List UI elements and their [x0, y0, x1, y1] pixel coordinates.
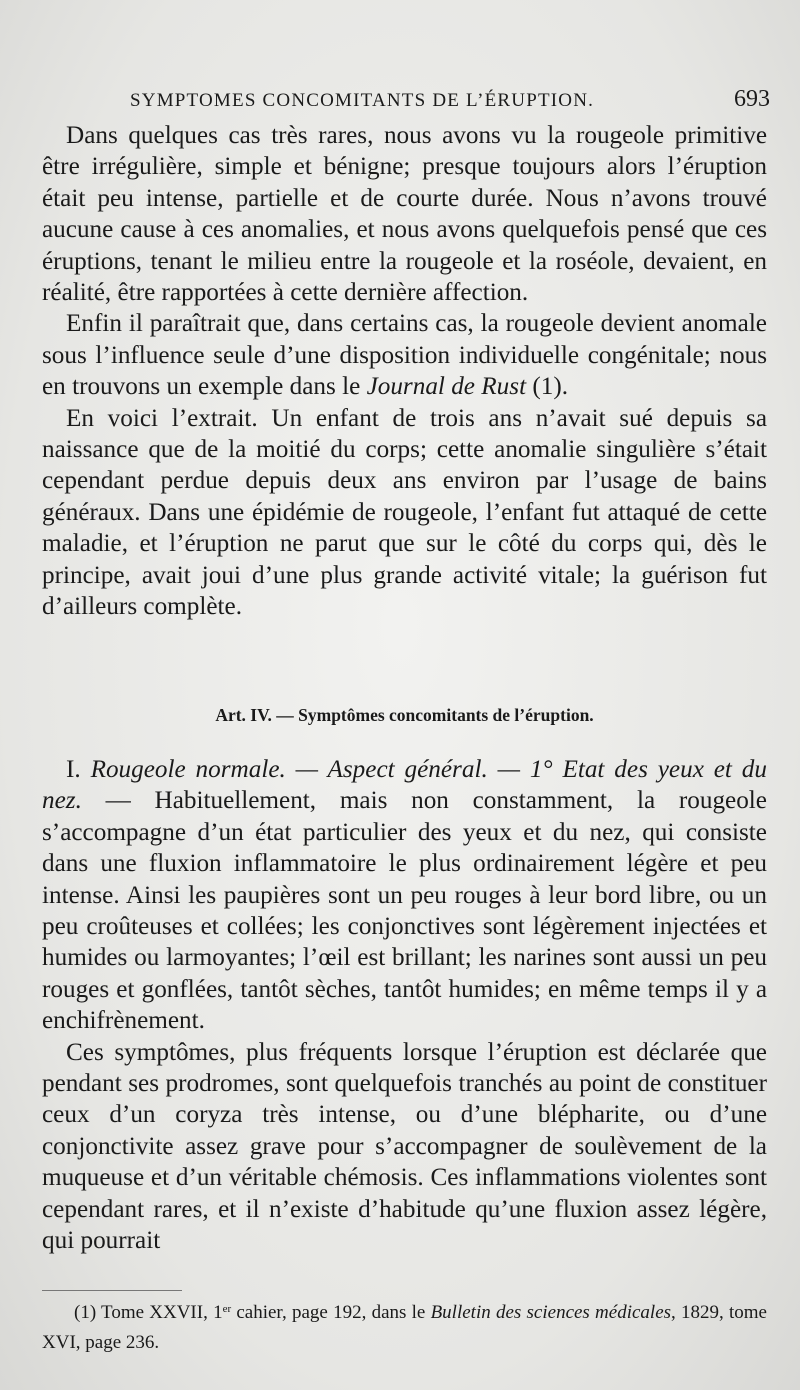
section-paragraph-1 [42, 754, 767, 1037]
section-number: I. [66, 756, 91, 783]
paragraph-case-extract: En voici l’extrait. Un enfant de trois ans n’avait sué depuis sa naissance que de la moitié du corps; cette anomalie singulière s’était cependant perdue depuis deux ans environ par l’usage de bains généraux. Dans une épidémie de rougeole, l’enfant fut attaqué de cette maladie, et l’éruption ne parut que sur le côté du corps qui, dès le principe, avait joui d’une plus grande activité vitale; la guérison fut d’ailleurs complète. [42, 404, 767, 621]
bulletin-title: Bulletin des sciences médicales [430, 1302, 672, 1323]
footnote-superscript: er [222, 1303, 232, 1315]
footnote-reference: (1). [526, 373, 569, 401]
main-text [42, 120, 767, 623]
article-heading: Art. IV. — Symptômes concomitants de l’éruption. [215, 705, 594, 725]
footnote [42, 1298, 767, 1358]
running-title: SYMPTOMES CONCOMITANTS DE L’ÉRUPTION. [130, 90, 595, 111]
footnote-rest: , 1829, tome XVI, page 236. [42, 1302, 767, 1353]
paragraph-irregular-measles: Dans quelques cas très rares, nous avons vu la rougeole primitive être irrégulière, simple et bénigne; presque toujours alors l’éruption était peu intense, partielle et de courte durée. Nous n’avons trouvé aucune cause à ces anomalies, et nous avons quelquefois pensé que ces éruptions, tenant le milieu entre la rougeole et la roséole, devaient, en réalité, être rapportées à cette dernière affection. [42, 122, 767, 307]
journal-title: Journal de Rust [366, 373, 527, 401]
paragraph-text: Enfin il paraîtrait que, dans certains cas, la rougeole devient anomale sous l’influence seule d’une disposition individuelle congénitale; nous en trouvons un exemple dans le [42, 310, 767, 401]
paragraph-congenital-disposition [42, 308, 767, 402]
footnote-divider [42, 1290, 182, 1291]
section-paragraph-text: — Habituellement, mais non constamment, la rougeole s’accompagne d’un état particulier des yeux et du nez, qui consiste dans une fluxion inflammatoire le plus ordinairement légère et peu intense. Ainsi les paupières sont un peu rouges à leur bord libre, ou un peu croûteuses et collées; les conjonctives sont légèrement injectées et humides ou larmoyantes; l’œil est brillant; les narines sont aussi un peu rouges et gonflées, tantôt sèches, tantôt humides; en même temps il y a enchifrènement. [42, 787, 767, 1035]
footnote-text: cahier, page 192, dans le [231, 1302, 431, 1323]
section-title: Rougeole normale. — Aspect général. — 1° Etat des yeux et du nez. [42, 756, 767, 815]
section-text [42, 754, 767, 1257]
page-header [130, 86, 770, 120]
page-number: 693 [734, 86, 770, 112]
footnote-marker: (1) Tome XXVII, 1 [74, 1302, 223, 1323]
section-paragraph-2: Ces symptômes, plus fréquents lorsque l’éruption est déclarée que pendant ses prodromes, sont quelquefois tranchés au point de constituer ceux d’un coryza très intense, ou d’une blépharite, ou d’une conjonctivite assez grave pour s’accompagner de soulèvement de la muqueuse et d’un véritable chémosis. Ces inflammations violentes sont cependant rares, et il n’existe d’habitude qu’une fluxion assez légère, qui pourrait [42, 1038, 767, 1255]
